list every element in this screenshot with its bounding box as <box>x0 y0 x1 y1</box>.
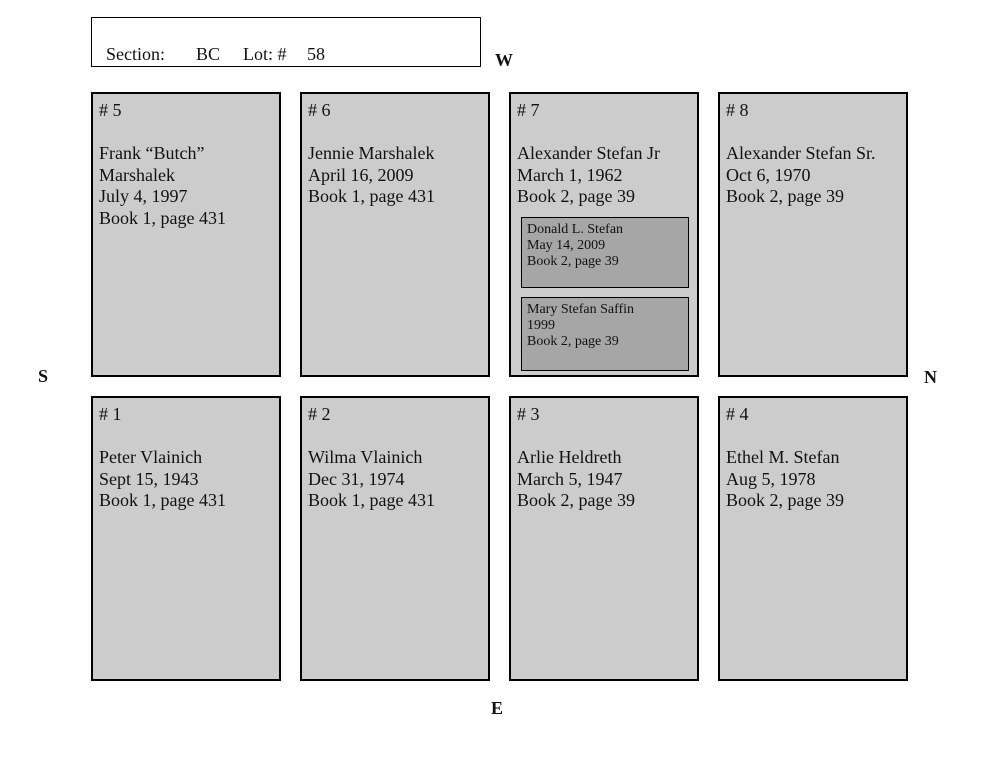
plot-name-line-2: Marshalek <box>99 164 175 185</box>
plot-book-ref: Book 2, page 39 <box>517 186 635 206</box>
compass-east: E <box>491 698 504 718</box>
section-lot-header <box>91 17 481 67</box>
plot-book-ref: Book 2, page 39 <box>726 186 844 206</box>
plot-name: Alexander Stefan Jr <box>517 143 660 163</box>
plot-name: Jennie Marshalek <box>308 143 435 163</box>
sub-plot-mary-saffin <box>521 297 689 371</box>
sub-plot-name: Donald L. Stefan <box>527 222 624 237</box>
plot-date: March 5, 1947 <box>517 468 623 489</box>
plot-date: Aug 5, 1978 <box>726 468 816 489</box>
plot-book-ref: Book 1, page 431 <box>308 490 435 510</box>
plot-book-ref: Book 2, page 39 <box>726 490 844 510</box>
plot-name: Ethel M. Stefan <box>726 447 840 467</box>
sub-plot-name: Mary Stefan Saffin <box>527 302 635 317</box>
plot-date: Dec 31, 1974 <box>308 468 405 489</box>
plot-number: # 8 <box>726 100 749 120</box>
plot-number: # 7 <box>517 100 540 120</box>
plot-name-line-1: Frank “Butch” <box>99 143 205 163</box>
plot-2 <box>300 396 490 681</box>
sub-plot-book-ref: Book 2, page 39 <box>527 334 619 349</box>
plot-name: Wilma Vlainich <box>308 447 423 467</box>
section-value: BC <box>196 44 221 64</box>
plot-3 <box>509 396 699 681</box>
plot-8 <box>718 92 908 377</box>
plot-number: # 6 <box>308 100 331 120</box>
plot-1 <box>91 396 281 681</box>
plot-name: Peter Vlainich <box>99 447 203 467</box>
plot-6 <box>300 92 490 377</box>
plot-4 <box>718 396 908 681</box>
sub-plot-date: May 14, 2009 <box>527 238 606 253</box>
compass-west: W <box>495 50 513 70</box>
plot-book-ref: Book 1, page 431 <box>308 186 435 206</box>
plot-number: # 2 <box>308 404 331 424</box>
section-label: Section: <box>106 44 165 64</box>
plot-name: Alexander Stefan Sr. <box>726 143 876 163</box>
sub-plot-donald-stefan <box>521 217 689 288</box>
compass-north: N <box>924 367 937 387</box>
sub-plot-date: 1999 <box>527 318 555 333</box>
sub-plot-book-ref: Book 2, page 39 <box>527 254 619 269</box>
plot-number: # 3 <box>517 404 540 424</box>
compass-south: S <box>38 366 49 386</box>
plot-7 <box>509 92 699 377</box>
plot-book-ref: Book 1, page 431 <box>99 207 226 228</box>
plot-date: March 1, 1962 <box>517 164 623 185</box>
plot-book-ref: Book 2, page 39 <box>517 490 635 510</box>
lot-value: 58 <box>307 44 325 64</box>
plot-5 <box>91 92 281 377</box>
plot-number: # 5 <box>99 100 122 120</box>
plot-date: Sept 15, 1943 <box>99 468 199 489</box>
lot-label: Lot: # <box>243 44 287 64</box>
plot-book-ref: Book 1, page 431 <box>99 490 226 510</box>
plot-number: # 4 <box>726 404 749 424</box>
plot-date: July 4, 1997 <box>99 186 188 206</box>
plot-date: Oct 6, 1970 <box>726 164 811 185</box>
plot-number: # 1 <box>99 404 122 424</box>
plot-date: April 16, 2009 <box>308 164 414 185</box>
plot-name: Arlie Heldreth <box>517 447 622 467</box>
